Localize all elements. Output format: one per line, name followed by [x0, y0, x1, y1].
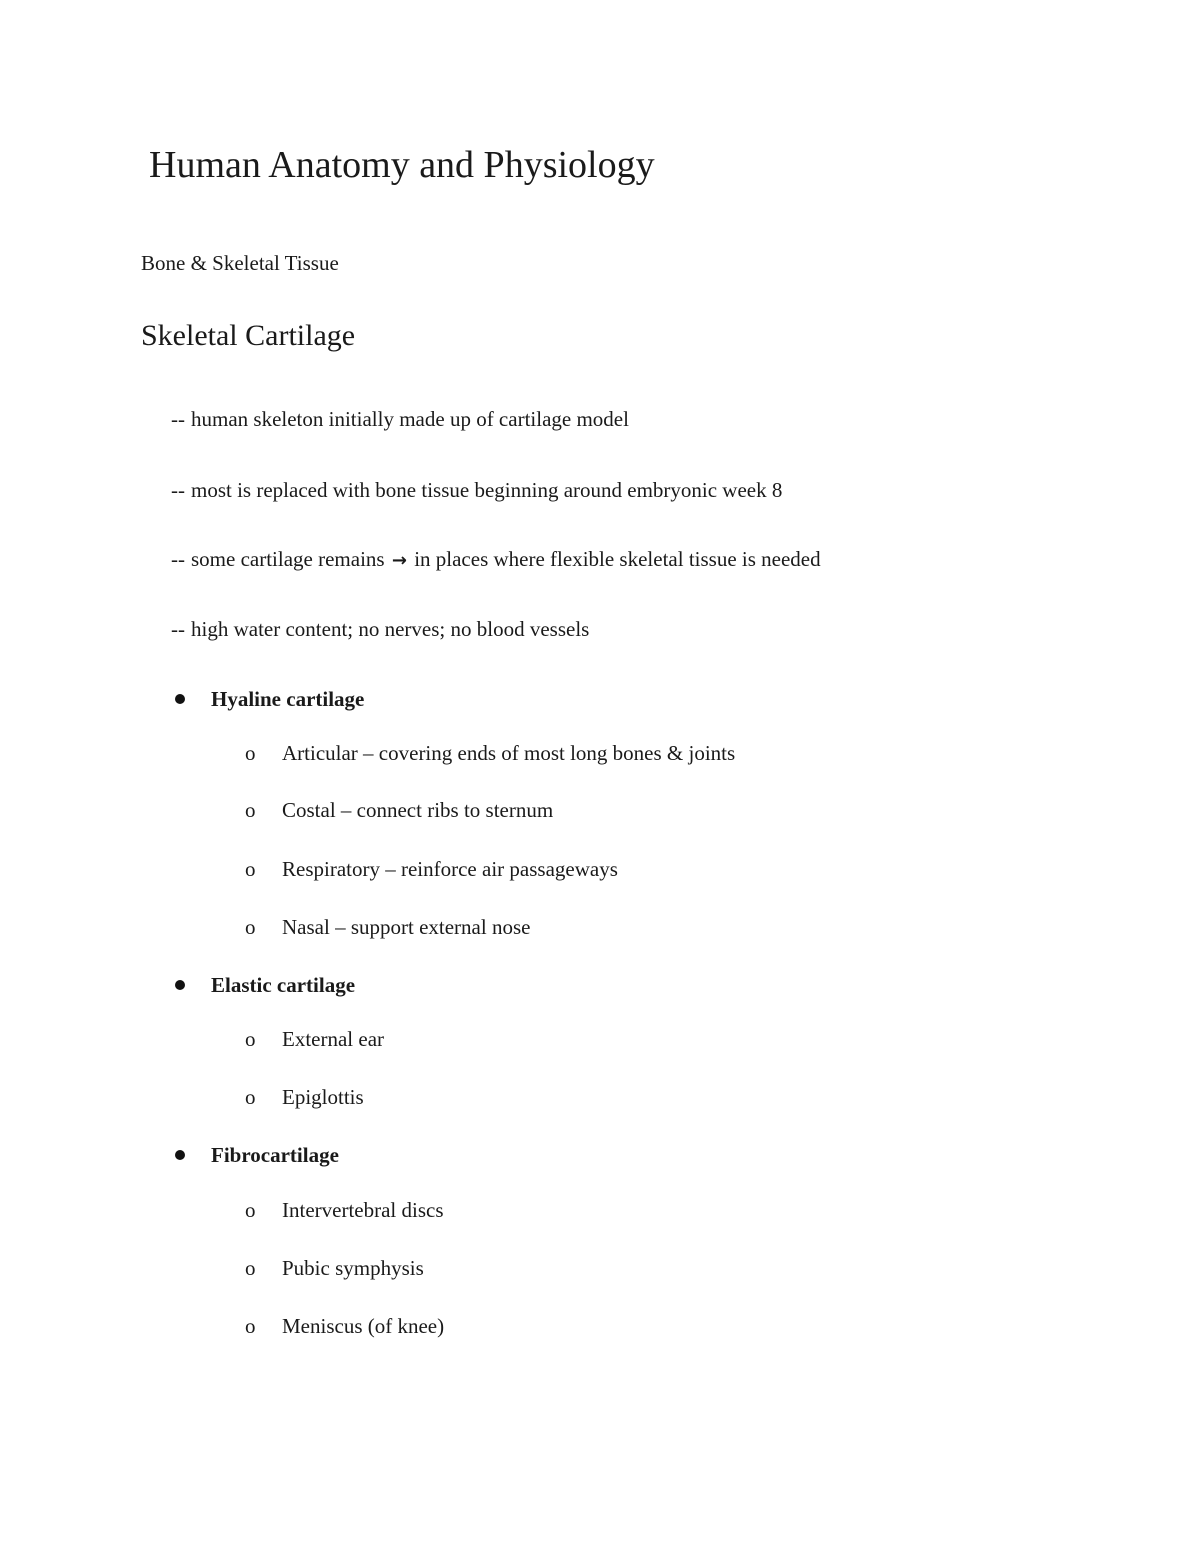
sub-bullet-icon: o	[245, 1256, 256, 1280]
arrow-right-icon: →	[391, 550, 407, 571]
list-item: Pubic symphysis	[282, 1256, 424, 1280]
sub-bullet-icon: o	[245, 741, 256, 765]
page-title: Human Anatomy and Physiology	[149, 144, 655, 186]
list-item: Costal – connect ribs to sternum	[282, 798, 554, 822]
dash-marker: --	[171, 617, 185, 641]
bullet-icon	[175, 1150, 185, 1160]
bullet-icon	[175, 980, 185, 990]
category-label-elastic: Elastic cartilage	[211, 973, 356, 997]
note-text: high water content; no nerves; no blood vessels	[191, 617, 590, 641]
list-item: Meniscus (of knee)	[282, 1314, 445, 1338]
category-label-fibrocartilage: Fibrocartilage	[211, 1143, 339, 1167]
list-item: Intervertebral discs	[282, 1198, 444, 1222]
sub-bullet-icon: o	[245, 1314, 256, 1338]
sub-bullet-icon: o	[245, 798, 256, 822]
note-line	[171, 615, 589, 643]
note-text: some cartilage remains	[191, 547, 385, 571]
bullet-icon	[175, 694, 185, 704]
list-item: Epiglottis	[282, 1085, 364, 1109]
note-text: in places where flexible skeletal tissue is needed	[414, 547, 821, 571]
sub-bullet-icon: o	[245, 915, 256, 939]
dash-marker: --	[171, 547, 185, 571]
note-line	[171, 545, 821, 575]
sub-bullet-icon: o	[245, 1085, 256, 1109]
page-subtitle: Bone & Skeletal Tissue	[141, 251, 339, 275]
list-item: Articular – covering ends of most long bones & joints	[282, 741, 736, 765]
note-text: human skeleton initially made up of cartilage model	[191, 407, 629, 431]
sub-bullet-icon: o	[245, 1027, 256, 1051]
note-text: most is replaced with bone tissue beginning around embryonic week 8	[191, 478, 783, 502]
note-line	[171, 405, 629, 433]
list-item: Nasal – support external nose	[282, 915, 531, 939]
dash-marker: --	[171, 478, 185, 502]
section-heading: Skeletal Cartilage	[141, 319, 356, 352]
note-line	[171, 476, 782, 504]
dash-marker: --	[171, 407, 185, 431]
sub-bullet-icon: o	[245, 1198, 256, 1222]
sub-bullet-icon: o	[245, 857, 256, 881]
category-label-hyaline: Hyaline cartilage	[211, 687, 365, 711]
list-item: Respiratory – reinforce air passageways	[282, 857, 618, 881]
list-item: External ear	[282, 1027, 385, 1051]
